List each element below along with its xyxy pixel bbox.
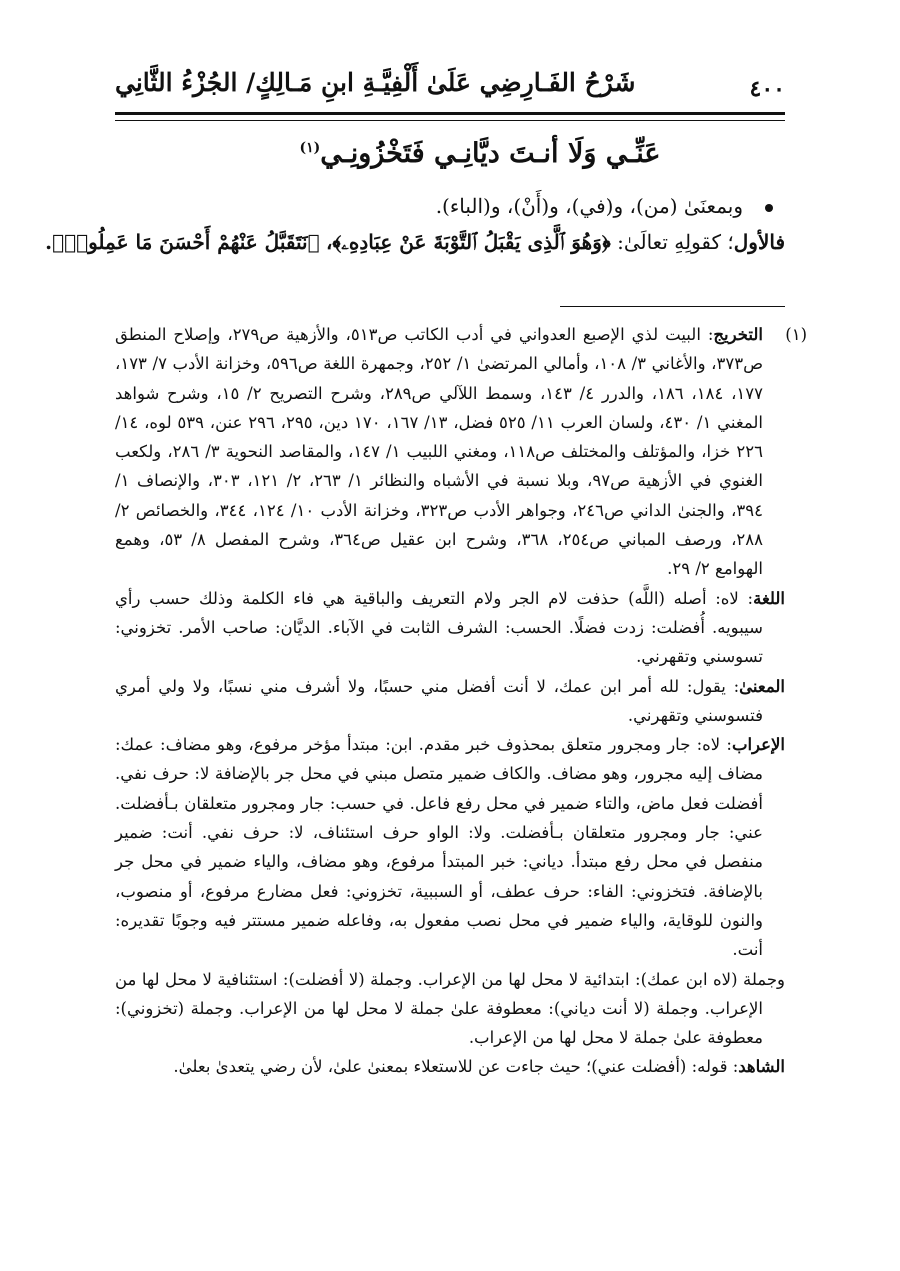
header-rule-thin <box>115 120 785 121</box>
poetry-verse <box>250 138 710 169</box>
takhrij-label: التخريج <box>713 325 763 344</box>
verse-footnote-ref[interactable]: (١) <box>299 140 321 156</box>
bullet-item <box>115 190 785 222</box>
quran-verse-1: ﴿وَهُوَ ٱلَّذِى يَقْبَلُ ٱلتَّوْبَةَ عَنْ عِبَادِهِۦ﴾، <box>325 230 611 254</box>
running-title: شَرْحُ الفَـارِضِي عَلَىٰ أَلْفِيَّـةِ ابنِ مَـالِكٍ/ الجُزْءُ الثَّانِي <box>115 68 636 97</box>
footnote-irab <box>115 730 785 964</box>
footnote-takhrij <box>115 320 807 584</box>
footnote-mana <box>115 672 785 731</box>
shahid-label: الشاهد <box>738 1057 785 1077</box>
main-text <box>45 190 785 260</box>
irab-text: : لاه: جار ومجرور متعلق بمحذوف خبر مقدم. ابن: مبتدأ مؤخر مرفوع، وهو مضاف: عمك: مضاف إليه مجرور، وهو مضاف. والكاف ضمير متصل مبني في محل جر بالإضافة لا: حرف نفي. أفضلت فعل ماض، والتاء ضمير في محل رفع فاعل. في حسب: جار ومجرور متعلقان بـأفضلت. عني: جار ومجرور متعلقان بـأفضلت. ولا: الواو حرف استئناف، لا: حرف نفي. أنت: ضمير منفصل في محل رفع مبتدأ. دياني: خبر المبتدأ مرفوع، وهو مضاف، والياء ضمير في محل جر بالإضافة. فتخزوني: الفاء: حرف عطف، أو السببية، تخزوني: فعل مضارع مرفوع، أو منصوب، والنون للوقاية، والياء ضمير في محل نصب مفعول به، وفاعله ضمير مستتر فيه وجوبًا تقديره: أنت. <box>115 735 763 960</box>
bullet-icon <box>765 204 773 212</box>
page-header <box>115 62 785 108</box>
header-rule-thick <box>115 112 785 115</box>
footnote-number: (١) <box>785 325 807 344</box>
lugha-text: : لاه: أصله (اللَّه) حذفت لام الجر ولام التعريف والباقية هي فاء الكلمة وذلك حسب رأي سيبويه. أُفضلت: زدت فضلًا. الحسب: الشرف الثابت في الآباء. الديَّان: صاحب الأمر. تخزوني: تسوسني وتقهرني. <box>115 588 763 667</box>
takhrij-text: : البيت لذي الإصبع العدواني في أدب الكاتب ص٥١٣، والأزهية ص٢٧٩، وإصلاح المنطق ص٣٧٣، والأغاني ٣/ ١٠٨، وأمالي المرتضىٰ ١/ ٢٥٢، وجمهرة اللغة ص٥٩٦، وخزانة الأدب ٧/ ١٧٣، ١٧٧، ١٨٤، ١٨٦، والدرر ٤/ ١٤٣، وسمط اللآلي ص٢٨٩، وشرح التصريح ٢/ ١٥، وشرح شواهد المغني ١/ ٤٣٠، ولسان العرب ١١/ ٥٢٥ فضل، ١٣/ ١٦٧، ١٧٠ دين، ٢٩٥، ٢٩٦ عنن، ٥٣٩ لوه، ١٤/ ٢٢٦ خزا، والمؤتلف والمختلف ص١١٨، ومغني اللبيب ١/ ١٤٧، والمقاصد النحوية ٣/ ٢٨٦، ولكعب الغنوي في الأزهية ص٩٧، وبلا نسبة في الأشباه والنظائر ١/ ٢٦٣، ٢/ ١٢١، ٣٠٣، والإنصاف ١/ ٣٩٤، والجنىٰ الداني ص٢٤٦، وجواهر الأدب ص٣٢٣، وخزانة الأدب ١٠/ ١٢٤، ٣٤٤، والخصائص ٢/ ٢٨٨، ورصف المباني ص٢٥٤، ٣٦٨، وشرح ابن عقيل ص٣٦٤، وشرح المفصل ٨/ ٥٣، وهمع الهوامع ٢/ ٢٩. <box>115 325 764 579</box>
quran-verse-2: ﴿نَتَقَبَّلُ عَنْهُمْ أَحْسَنَ مَا عَمِلُوا۟﴾. <box>45 230 320 254</box>
example-text: ؛ كقولِهِ تعالَىٰ: <box>617 230 734 254</box>
irab-label: الإعراب <box>731 735 785 755</box>
bullet-text: وبمعنَىٰ (من)، و(في)، و(أَنْ)، و(الباء). <box>435 194 743 218</box>
mana-label: المعنىٰ <box>739 676 785 696</box>
footnote-separator <box>560 306 785 307</box>
verse-text: عَنِّـي وَلَا أنـتَ ديَّانِـي فَتَخْزُونِـي <box>320 138 661 169</box>
lugha-label: اللغة <box>753 588 785 608</box>
footnotes <box>115 320 807 1082</box>
footnote-shahid <box>115 1052 785 1081</box>
page-number: ٤٠٠ <box>749 76 785 102</box>
footnote-lugha <box>115 584 785 672</box>
shahid-text: : قوله: (أفضلت عني)؛ حيث جاءت عن للاستعلاء بمعنىٰ علىٰ، لأن رضي يتعدىٰ بعلىٰ. <box>173 1057 739 1077</box>
footnote-jumla <box>115 965 785 1053</box>
example-lead: فالأول <box>733 230 785 254</box>
jumla-text: وجملة (لاه ابن عمك): ابتدائية لا محل لها من الإعراب. وجملة (لا أفضلت): استئنافية لا محل لها من الإعراب. وجملة (لا أنت دياني): معطوفة علىٰ جملة لا محل لها من الإعراب. وجملة (تخزوني): معطوفة علىٰ جملة لا محل لها من الإعراب. <box>115 969 785 1048</box>
example-paragraph <box>45 224 785 260</box>
mana-text: : يقول: لله أمر ابن عمك، لا أنت أفضل مني حسبًا، ولا أشرف مني نسبًا، ولا ولي أمري فتسوسني وتقهرني. <box>115 676 763 725</box>
